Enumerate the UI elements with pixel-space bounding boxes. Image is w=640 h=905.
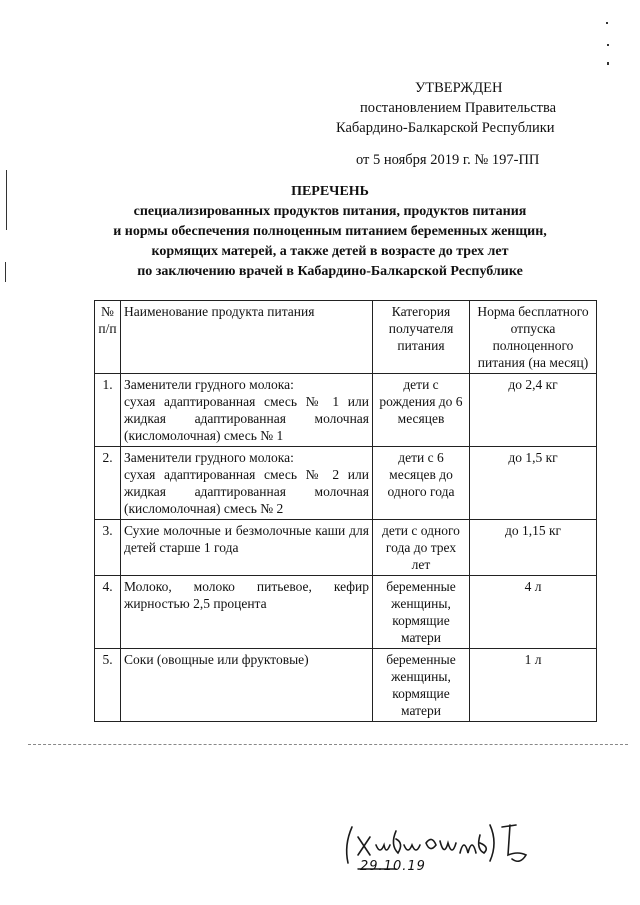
signature-drawing <box>340 815 540 890</box>
handwritten-signature <box>340 815 540 890</box>
document-title-block <box>60 182 600 282</box>
header-norm: Норма бесплатного отпуска полноценного питания (на месяц) <box>470 301 597 374</box>
scan-edge-mark <box>6 170 7 230</box>
title-line: специализированных продуктов питания, продуктов питания <box>133 204 527 219</box>
cell-num: 1. <box>95 374 121 447</box>
table-row <box>95 576 597 649</box>
table-row <box>95 520 597 576</box>
table-row <box>95 649 597 722</box>
approval-line: постановлением Правительства <box>360 100 557 116</box>
cell-category: дети с рождения до 6 месяцев <box>373 374 470 447</box>
scan-dot <box>606 22 608 24</box>
cell-product-name <box>121 576 373 649</box>
title-line: и нормы обеспечения полноценным питанием беременных женщин, <box>113 224 547 239</box>
page-divider <box>28 744 628 745</box>
cell-product-name <box>121 447 373 520</box>
cell-category: беременные женщины, кормящие матери <box>373 649 470 722</box>
scan-dot <box>607 44 609 46</box>
product-description: Сухие молочные и безмолочные каши для детей старше 1 года <box>124 523 369 555</box>
approval-line: Кабардино-Балкарской Республики <box>336 120 555 136</box>
cell-product-name <box>121 649 373 722</box>
product-description: сухая адаптированная смесь № 2 или жидкая адаптированная молочная (кисломолочная) смесь № 2 <box>124 467 369 516</box>
table-row <box>95 447 597 520</box>
title-line: по заключению врачей в Кабардино-Балкарской Республике <box>137 264 523 279</box>
cell-norm: до 2,4 кг <box>470 374 597 447</box>
cell-product-name <box>121 520 373 576</box>
header-name: Наименование продукта питания <box>121 301 373 374</box>
cell-category: дети с 6 месяцев до одного года <box>373 447 470 520</box>
scan-edge-mark <box>5 262 6 282</box>
title-line: кормящих матерей, а также детей в возрасте до трех лет <box>151 244 509 259</box>
cell-category: беременные женщины, кормящие матери <box>373 576 470 649</box>
cell-product-name <box>121 374 373 447</box>
signature-date: 29.10.19 <box>360 859 426 874</box>
cell-norm: до 1,15 кг <box>470 520 597 576</box>
product-group-title: Заменители грудного молока: <box>124 450 294 465</box>
cell-num: 5. <box>95 649 121 722</box>
product-description: сухая адаптированная смесь № 1 или жидкая адаптированная молочная (кисломолочная) смесь № 1 <box>124 394 369 443</box>
product-description: Молоко, молоко питьевое, кефир жирностью 2,5 процента <box>124 579 369 611</box>
cell-norm: 1 л <box>470 649 597 722</box>
product-description: Соки (овощные или фруктовые) <box>124 652 309 667</box>
table-row <box>95 374 597 447</box>
document-title: ПЕРЕЧЕНЬ <box>291 184 369 199</box>
product-group-title: Заменители грудного молока: <box>124 377 294 392</box>
approval-block <box>300 78 570 170</box>
products-table <box>94 300 597 722</box>
cell-num: 2. <box>95 447 121 520</box>
header-category: Категория получателя питания <box>373 301 470 374</box>
cell-norm: 4 л <box>470 576 597 649</box>
approval-date-line: от 5 ноября 2019 г. № 197-ПП <box>356 152 540 168</box>
table-header-row <box>95 301 597 374</box>
header-num: № п/п <box>95 301 121 374</box>
cell-num: 4. <box>95 576 121 649</box>
cell-category: дети с одного года до трех лет <box>373 520 470 576</box>
cell-num: 3. <box>95 520 121 576</box>
approval-heading: УТВЕРЖДЕН <box>415 80 503 96</box>
scan-dot <box>607 62 609 65</box>
cell-norm: до 1,5 кг <box>470 447 597 520</box>
